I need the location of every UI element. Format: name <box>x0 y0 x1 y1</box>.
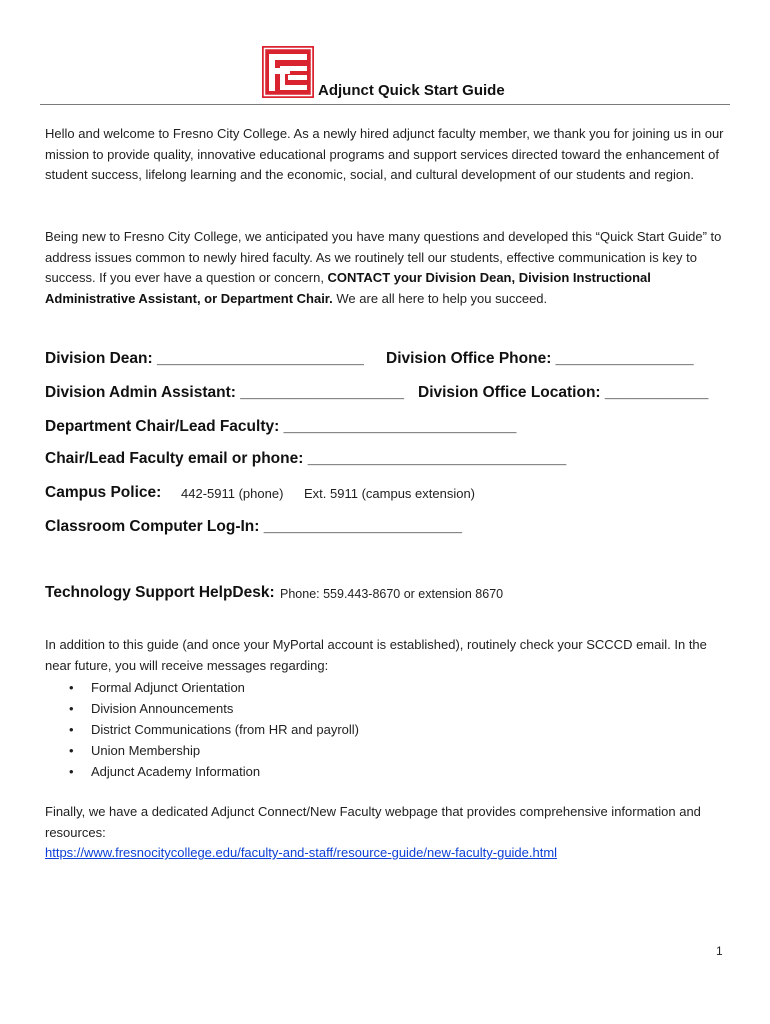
list-item-label: Formal Adjunct Orientation <box>91 680 245 695</box>
campus-police-extension: Ext. 5911 (campus extension) <box>304 486 476 501</box>
fcc-logo <box>262 46 314 98</box>
closing-paragraph: Finally, we have a dedicated Adjunct Connect/New Faculty webpage that provides comprehensive information and resources: <box>45 804 701 840</box>
list-item <box>45 698 359 719</box>
list-item-label: Union Membership <box>91 743 201 758</box>
division-office-location-field: Division Office Location: ____________ <box>418 384 709 401</box>
title-divider <box>40 104 730 105</box>
chair-contact-field: Chair/Lead Faculty email or phone: ______________________________ <box>45 450 567 467</box>
department-chair-field: Department Chair/Lead Faculty: ___________________________ <box>45 418 517 435</box>
contact-paragraph-end: We are all here to help you succeed. <box>332 290 548 306</box>
list-item <box>45 719 359 740</box>
page-number: 1 <box>716 944 723 958</box>
bullet-icon: • <box>69 722 74 737</box>
division-dean-field: Division Dean: ________________________ <box>45 350 364 367</box>
division-admin-assistant-field: Division Admin Assistant: ___________________ <box>45 384 404 401</box>
list-item <box>45 740 359 761</box>
helpdesk-phone: Phone: 559.443-8670 or extension 8670 <box>280 587 504 601</box>
list-item-label: District Communications (from HR and payroll) <box>91 722 360 737</box>
bullet-icon: • <box>69 701 74 716</box>
helpdesk-label: Technology Support HelpDesk: <box>45 584 275 601</box>
list-item-label: Adjunct Academy Information <box>91 764 261 779</box>
message-topics-list <box>45 677 359 782</box>
campus-police-phone: 442-5911 (phone) <box>181 486 284 501</box>
bullet-icon: • <box>69 764 74 779</box>
list-item <box>45 761 359 782</box>
bullet-icon: • <box>69 680 74 695</box>
intro-paragraph: Hello and welcome to Fresno City College. As a newly hired adjunct faculty member, we thank you for joining us in our mission to provide quality, innovative educational programs and support services directed toward the enhancement of student success, lifelong learning and the economic, social, and cultural development of our students and region. <box>45 126 724 182</box>
list-item-label: Division Announcements <box>91 701 234 716</box>
page-title: Adjunct Quick Start Guide <box>318 82 505 99</box>
contact-paragraph-emphasis: CONTACT your Division Dean, Division Instructional Administrative Assistant, or Department Chair. <box>45 270 651 306</box>
classroom-login-field: Classroom Computer Log-In: _______________________ <box>45 518 462 535</box>
division-office-phone-field: Division Office Phone: ________________ <box>386 350 694 367</box>
contact-paragraph-text: Being new to Fresno City College, we anticipated you have many questions and developed this “Quick Start Guide” to address issues common to newly hired faculty. As we routinely tell our students, effective communication is key to success. If you ever have a question or concern, <box>45 229 722 285</box>
campus-police-label: Campus Police: <box>45 484 162 501</box>
new-faculty-guide-link[interactable]: https://www.fresnocitycollege.edu/faculty-and-staff/resource-guide/new-faculty-guide.html <box>45 845 558 860</box>
list-item <box>45 677 359 698</box>
contact-paragraph <box>45 227 733 309</box>
email-paragraph: In addition to this guide (and once your MyPortal account is established), routinely check your SCCCD email. In the near future, you will receive messages regarding: <box>45 637 707 673</box>
bullet-icon: • <box>69 743 74 758</box>
